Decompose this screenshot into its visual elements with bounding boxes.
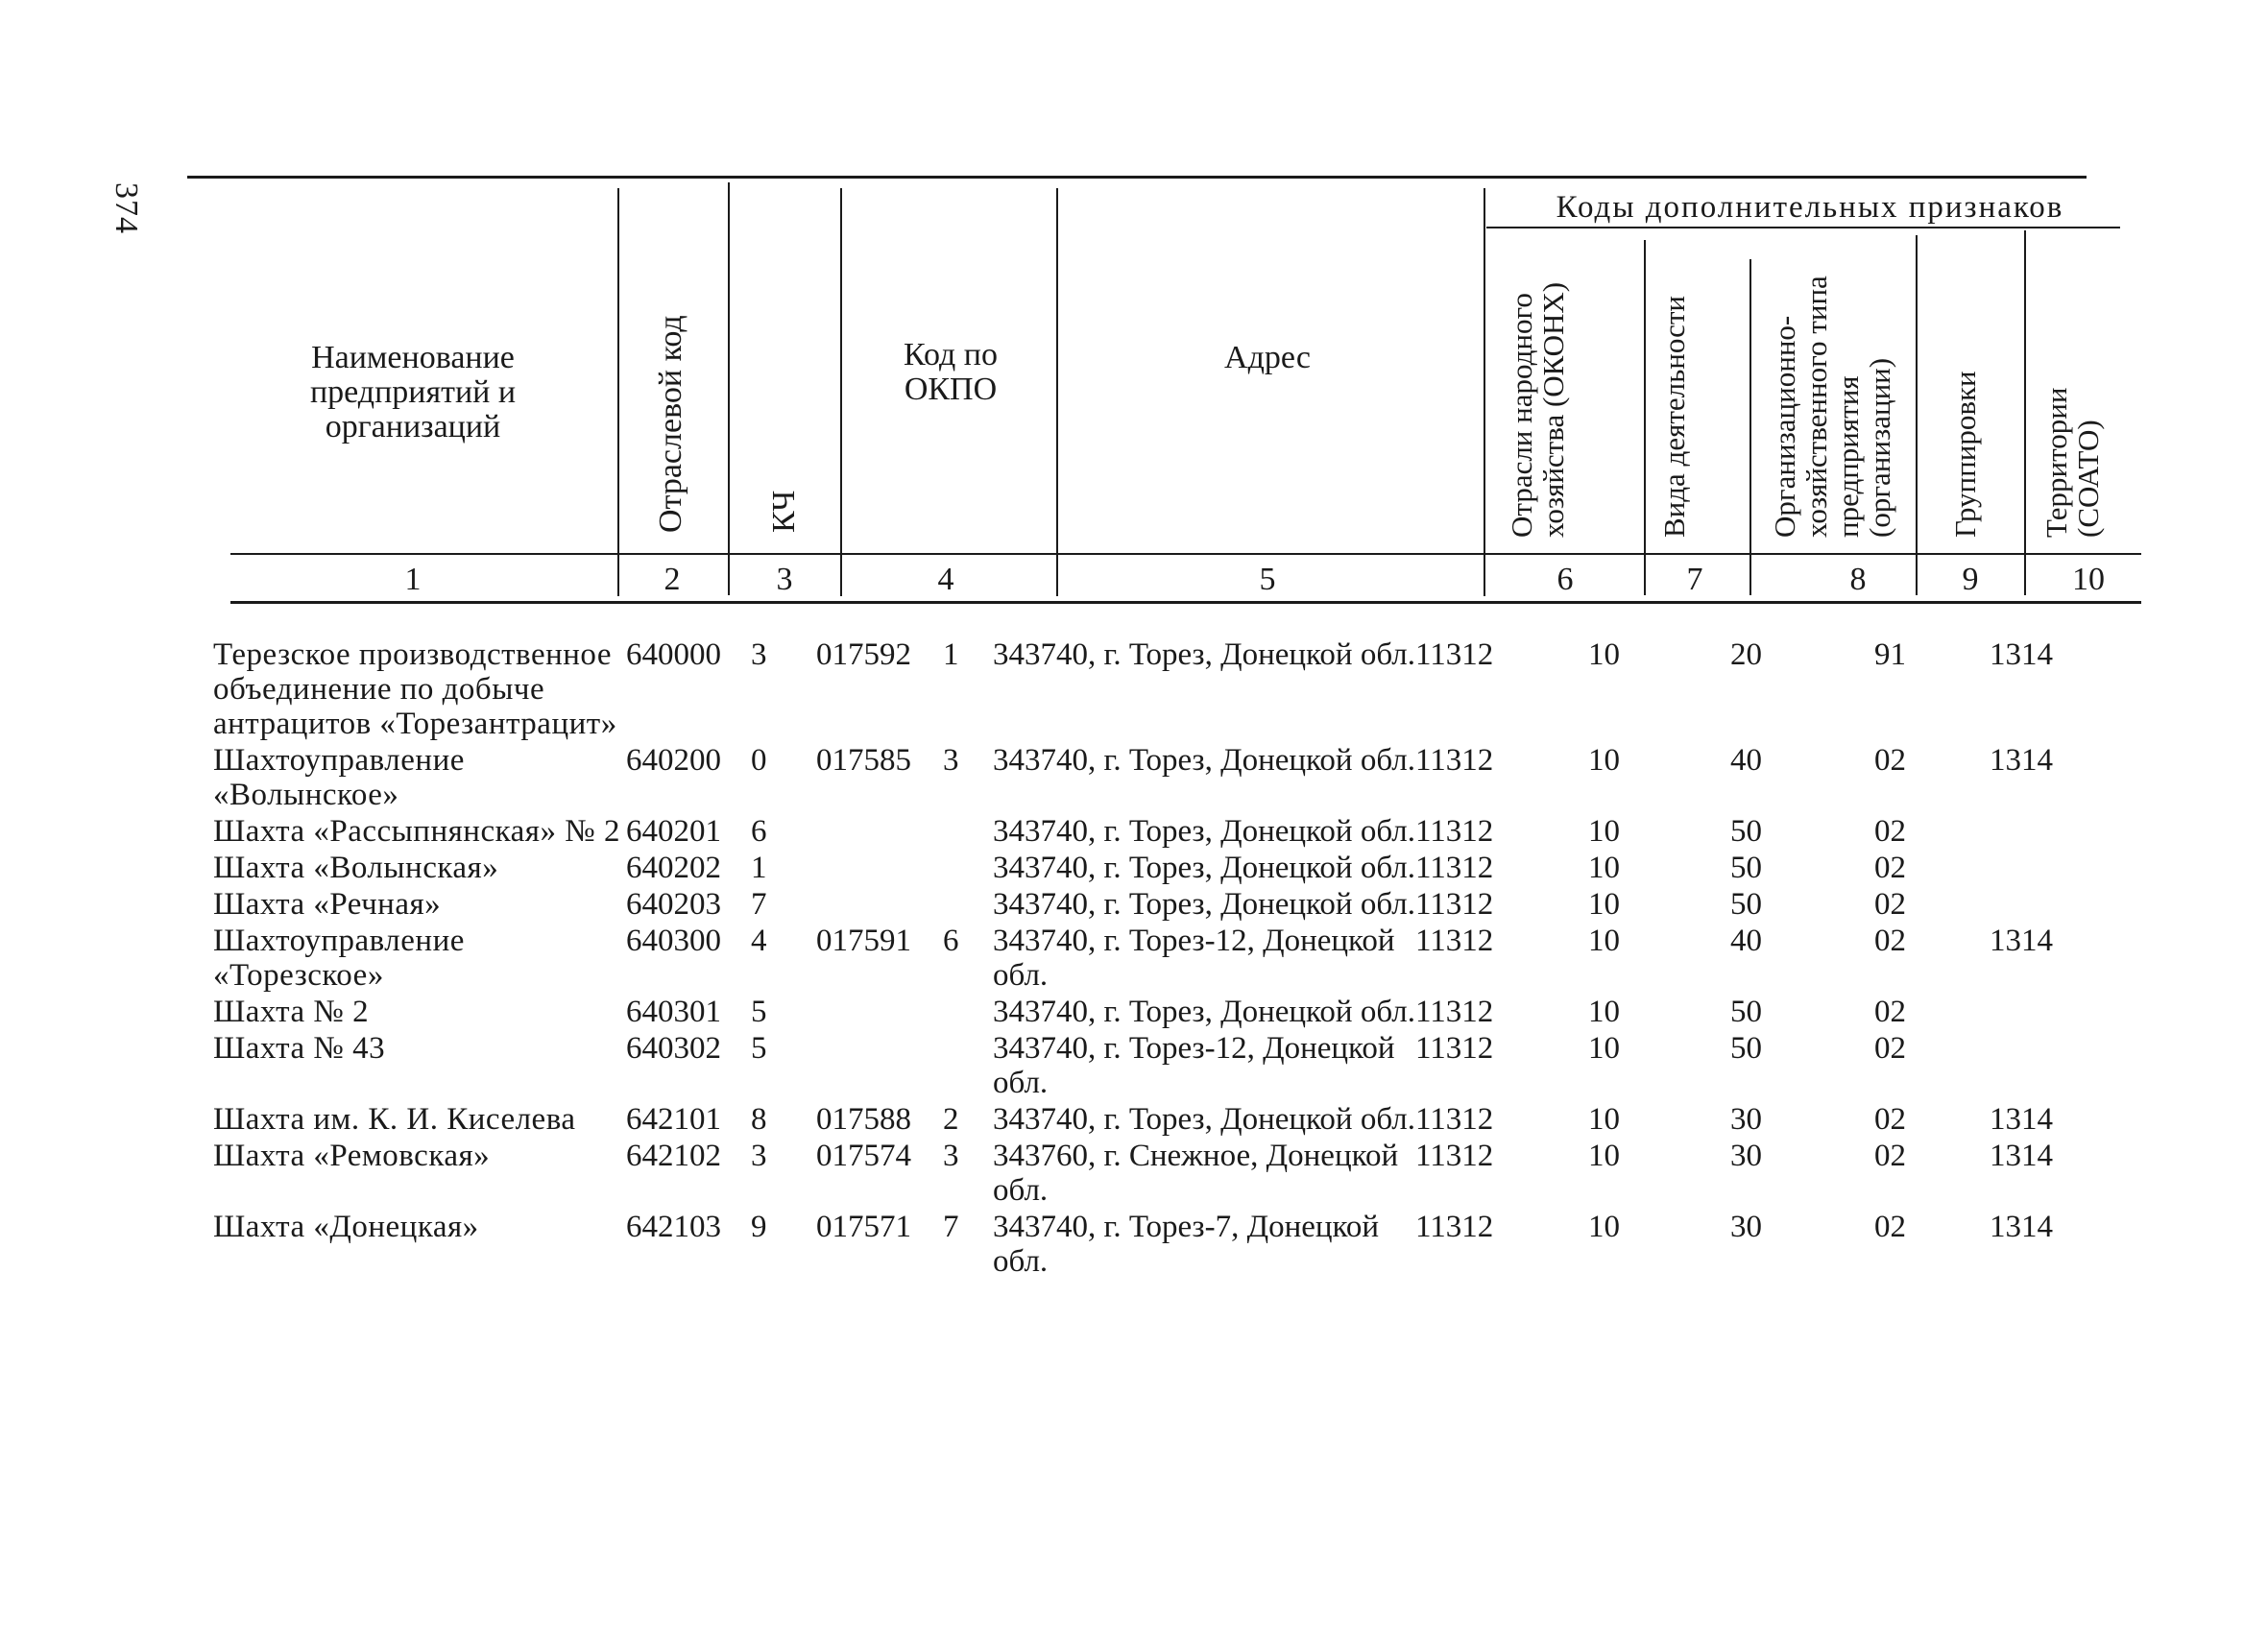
row-okpo-check xyxy=(943,851,993,887)
row-okpo-check: 3 xyxy=(943,743,959,778)
header-branch-code: Отраслевой код xyxy=(653,315,688,533)
row-territory: 1314 xyxy=(1990,1139,2053,1173)
row-territory: 1314 xyxy=(1990,637,2053,672)
row-okonh: 11312 xyxy=(1415,1102,1494,1137)
table-row xyxy=(213,743,2076,814)
row-okpo xyxy=(816,995,943,1031)
row-grouping: 02 xyxy=(1874,743,1906,778)
row-okonh: 11312 xyxy=(1415,924,1494,958)
row-branch-code: 640200 xyxy=(626,743,721,778)
row-org-type: 50 xyxy=(1730,851,1762,885)
row-kch: 7 xyxy=(751,887,767,922)
row-name: Шахта № 2 xyxy=(213,995,370,1029)
row-name: Терезское производственное объединение по добыче антрацитов «Торезантрацит» xyxy=(213,637,617,741)
row-address: 343760, г. Снежное, Донецкой обл. xyxy=(993,1139,1399,1208)
table-row xyxy=(213,1102,2076,1139)
row-kch: 3 xyxy=(751,637,767,672)
column-number-5: 5 xyxy=(1259,562,1276,597)
col-divider-7 xyxy=(1749,259,1751,595)
row-name: Шахта им. К. И. Киселева xyxy=(213,1102,576,1137)
row-address: 343740, г. Торез, Донецкой обл. xyxy=(993,637,1416,672)
row-okpo: 017591 xyxy=(816,924,911,958)
row-address: 343740, г. Торез, Донецкой обл. xyxy=(993,995,1416,1029)
row-kch: 9 xyxy=(751,1210,767,1244)
row-branch-code: 640203 xyxy=(626,887,721,922)
column-number-10: 10 xyxy=(2072,562,2105,597)
row-org-type: 30 xyxy=(1730,1139,1762,1173)
header-kch: КЧ xyxy=(766,490,802,533)
row-activity: 10 xyxy=(1588,814,1620,849)
header-address: Адрес xyxy=(1224,340,1311,375)
header-grouping: Группировки xyxy=(1948,371,1982,538)
row-okonh: 11312 xyxy=(1415,814,1494,849)
row-territory: 1314 xyxy=(1990,1102,2053,1137)
col-divider-9 xyxy=(2024,230,2026,595)
row-territory: 1314 xyxy=(1990,1210,2053,1244)
row-grouping: 02 xyxy=(1874,1210,1906,1244)
column-number-4: 4 xyxy=(937,562,954,597)
row-okpo-check xyxy=(943,995,993,1031)
row-branch-code: 642101 xyxy=(626,1102,721,1137)
row-grouping: 02 xyxy=(1874,995,1906,1029)
row-org-type: 30 xyxy=(1730,1210,1762,1244)
row-branch-code: 642103 xyxy=(626,1210,721,1244)
row-name: Шахта «Рассыпнянская» № 2 xyxy=(213,814,620,849)
table-row xyxy=(213,924,2076,995)
row-org-type: 50 xyxy=(1730,995,1762,1029)
row-kch: 0 xyxy=(751,743,767,778)
row-kch: 5 xyxy=(751,1031,767,1066)
header-okonh: Отрасли народного хозяйства (ОКОНХ) xyxy=(1505,281,1570,538)
row-org-type: 50 xyxy=(1730,1031,1762,1066)
column-number-2: 2 xyxy=(664,562,681,597)
row-address: 343740, г. Торез-12, Донецкой обл. xyxy=(993,1031,1395,1100)
col-divider-5 xyxy=(1484,188,1485,596)
row-name: Шахтоуправление «Волынское» xyxy=(213,743,465,812)
row-name: Шахта «Речная» xyxy=(213,887,442,922)
row-branch-code: 640300 xyxy=(626,924,721,958)
row-branch-code: 640302 xyxy=(626,1031,721,1066)
column-number-6: 6 xyxy=(1556,562,1574,597)
row-activity: 10 xyxy=(1588,887,1620,922)
row-okonh: 11312 xyxy=(1415,637,1494,672)
col-divider-4 xyxy=(1056,188,1058,596)
row-okpo-check: 1 xyxy=(943,637,959,672)
row-okpo: 017574 xyxy=(816,1139,911,1173)
row-kch: 4 xyxy=(751,924,767,958)
table-row xyxy=(213,1139,2076,1210)
row-kch: 6 xyxy=(751,814,767,849)
row-okpo xyxy=(816,887,943,924)
row-territory xyxy=(1990,995,2076,1031)
row-branch-code: 642102 xyxy=(626,1139,721,1173)
table-row xyxy=(213,1210,2076,1281)
row-address: 343740, г. Торез, Донецкой обл. xyxy=(993,1102,1416,1137)
header-okpo: Код по ОКПО xyxy=(904,337,998,407)
row-org-type: 50 xyxy=(1730,887,1762,922)
row-okpo: 017592 xyxy=(816,637,911,672)
row-name: Шахта «Волынская» xyxy=(213,851,499,885)
row-okpo-check: 3 xyxy=(943,1139,959,1173)
row-territory: 1314 xyxy=(1990,743,2053,778)
row-grouping: 02 xyxy=(1874,1139,1906,1173)
column-number-8: 8 xyxy=(1849,562,1867,597)
row-org-type: 50 xyxy=(1730,814,1762,849)
row-okonh: 11312 xyxy=(1415,851,1494,885)
row-grouping: 02 xyxy=(1874,887,1906,922)
row-kch: 8 xyxy=(751,1102,767,1137)
row-grouping: 02 xyxy=(1874,1102,1906,1137)
row-okpo-check xyxy=(943,887,993,924)
row-okpo: 017585 xyxy=(816,743,911,778)
row-branch-code: 640202 xyxy=(626,851,721,885)
row-address: 343740, г. Торез, Донецкой обл. xyxy=(993,851,1416,885)
column-number-7: 7 xyxy=(1686,562,1703,597)
row-activity: 10 xyxy=(1588,1210,1620,1244)
column-number-9: 9 xyxy=(1962,562,1979,597)
row-activity: 10 xyxy=(1588,1139,1620,1173)
col-divider-8 xyxy=(1916,235,1918,595)
row-name: Шахтоуправление «Торезское» xyxy=(213,924,465,993)
row-org-type: 40 xyxy=(1730,743,1762,778)
row-activity: 10 xyxy=(1588,851,1620,885)
col-divider-3 xyxy=(840,188,842,596)
row-okpo: 017571 xyxy=(816,1210,911,1244)
row-okpo-check xyxy=(943,814,993,851)
row-activity: 10 xyxy=(1588,1031,1620,1066)
table-top-rule xyxy=(187,176,2087,179)
row-org-type: 30 xyxy=(1730,1102,1762,1137)
row-address: 343740, г. Торез, Донецкой обл. xyxy=(993,814,1416,849)
row-okonh: 11312 xyxy=(1415,1210,1494,1244)
row-okpo-check: 7 xyxy=(943,1210,959,1244)
col-divider-2 xyxy=(728,182,730,595)
col-divider-1 xyxy=(617,188,619,596)
row-territory xyxy=(1990,887,2076,924)
row-okonh: 11312 xyxy=(1415,995,1494,1029)
row-kch: 1 xyxy=(751,851,767,885)
row-okonh: 11312 xyxy=(1415,1139,1494,1173)
row-name: Шахта № 43 xyxy=(213,1031,386,1066)
column-number-3: 3 xyxy=(776,562,793,597)
row-okonh: 11312 xyxy=(1415,743,1494,778)
row-name: Шахта «Донецкая» xyxy=(213,1210,479,1244)
row-grouping: 91 xyxy=(1874,637,1906,672)
row-org-type: 20 xyxy=(1730,637,1762,672)
subgroup-rule xyxy=(1486,227,2120,228)
table-row xyxy=(213,814,2076,851)
row-kch: 5 xyxy=(751,995,767,1029)
row-okonh: 11312 xyxy=(1415,887,1494,922)
row-territory xyxy=(1990,814,2076,851)
col-divider-6 xyxy=(1644,240,1646,595)
row-territory xyxy=(1990,1031,2076,1102)
header-name: Наименование предприятий и организаций xyxy=(309,340,517,444)
row-address: 343740, г. Торез, Донецкой обл. xyxy=(993,743,1416,778)
header-territory: Территории (СОАТО) xyxy=(2039,387,2105,538)
row-branch-code: 640000 xyxy=(626,637,721,672)
header-activity: Вида деятельности xyxy=(1657,295,1691,538)
column-number-1: 1 xyxy=(404,562,422,597)
group-title: Коды дополнительных признаков xyxy=(1556,190,2064,225)
table-row xyxy=(213,637,2076,743)
table-row xyxy=(213,887,2076,924)
enterprise-table xyxy=(213,637,2076,1281)
row-territory: 1314 xyxy=(1990,924,2053,958)
row-okpo xyxy=(816,1031,943,1102)
row-kch: 3 xyxy=(751,1139,767,1173)
header-bottom-rule xyxy=(230,553,2141,555)
row-activity: 10 xyxy=(1588,637,1620,672)
row-address: 343740, г. Торез-7, Донецкой обл. xyxy=(993,1210,1380,1279)
row-grouping: 02 xyxy=(1874,1031,1906,1066)
row-okpo xyxy=(816,851,943,887)
row-okpo-check: 2 xyxy=(943,1102,959,1137)
row-okpo: 017588 xyxy=(816,1102,911,1137)
header-org-type: Организационно-хозяйственного типа предприятия (организации) xyxy=(1768,276,1896,538)
table-row xyxy=(213,851,2076,887)
page-number: 374 xyxy=(109,182,144,234)
row-activity: 10 xyxy=(1588,1102,1620,1137)
row-address: 343740, г. Торез, Донецкой обл. xyxy=(993,887,1416,922)
row-activity: 10 xyxy=(1588,924,1620,958)
table-row xyxy=(213,995,2076,1031)
row-grouping: 02 xyxy=(1874,851,1906,885)
row-okpo-check: 6 xyxy=(943,924,959,958)
row-org-type: 40 xyxy=(1730,924,1762,958)
row-branch-code: 640301 xyxy=(626,995,721,1029)
row-address: 343740, г. Торез-12, Донецкой обл. xyxy=(993,924,1395,993)
row-grouping: 02 xyxy=(1874,924,1906,958)
row-activity: 10 xyxy=(1588,995,1620,1029)
row-activity: 10 xyxy=(1588,743,1620,778)
colnum-bottom-rule xyxy=(230,601,2141,604)
table-row xyxy=(213,1031,2076,1102)
row-okpo-check xyxy=(943,1031,993,1102)
row-grouping: 02 xyxy=(1874,814,1906,849)
row-branch-code: 640201 xyxy=(626,814,721,849)
row-okonh: 11312 xyxy=(1415,1031,1494,1066)
row-okpo xyxy=(816,814,943,851)
row-name: Шахта «Ремовская» xyxy=(213,1139,491,1173)
row-territory xyxy=(1990,851,2076,887)
